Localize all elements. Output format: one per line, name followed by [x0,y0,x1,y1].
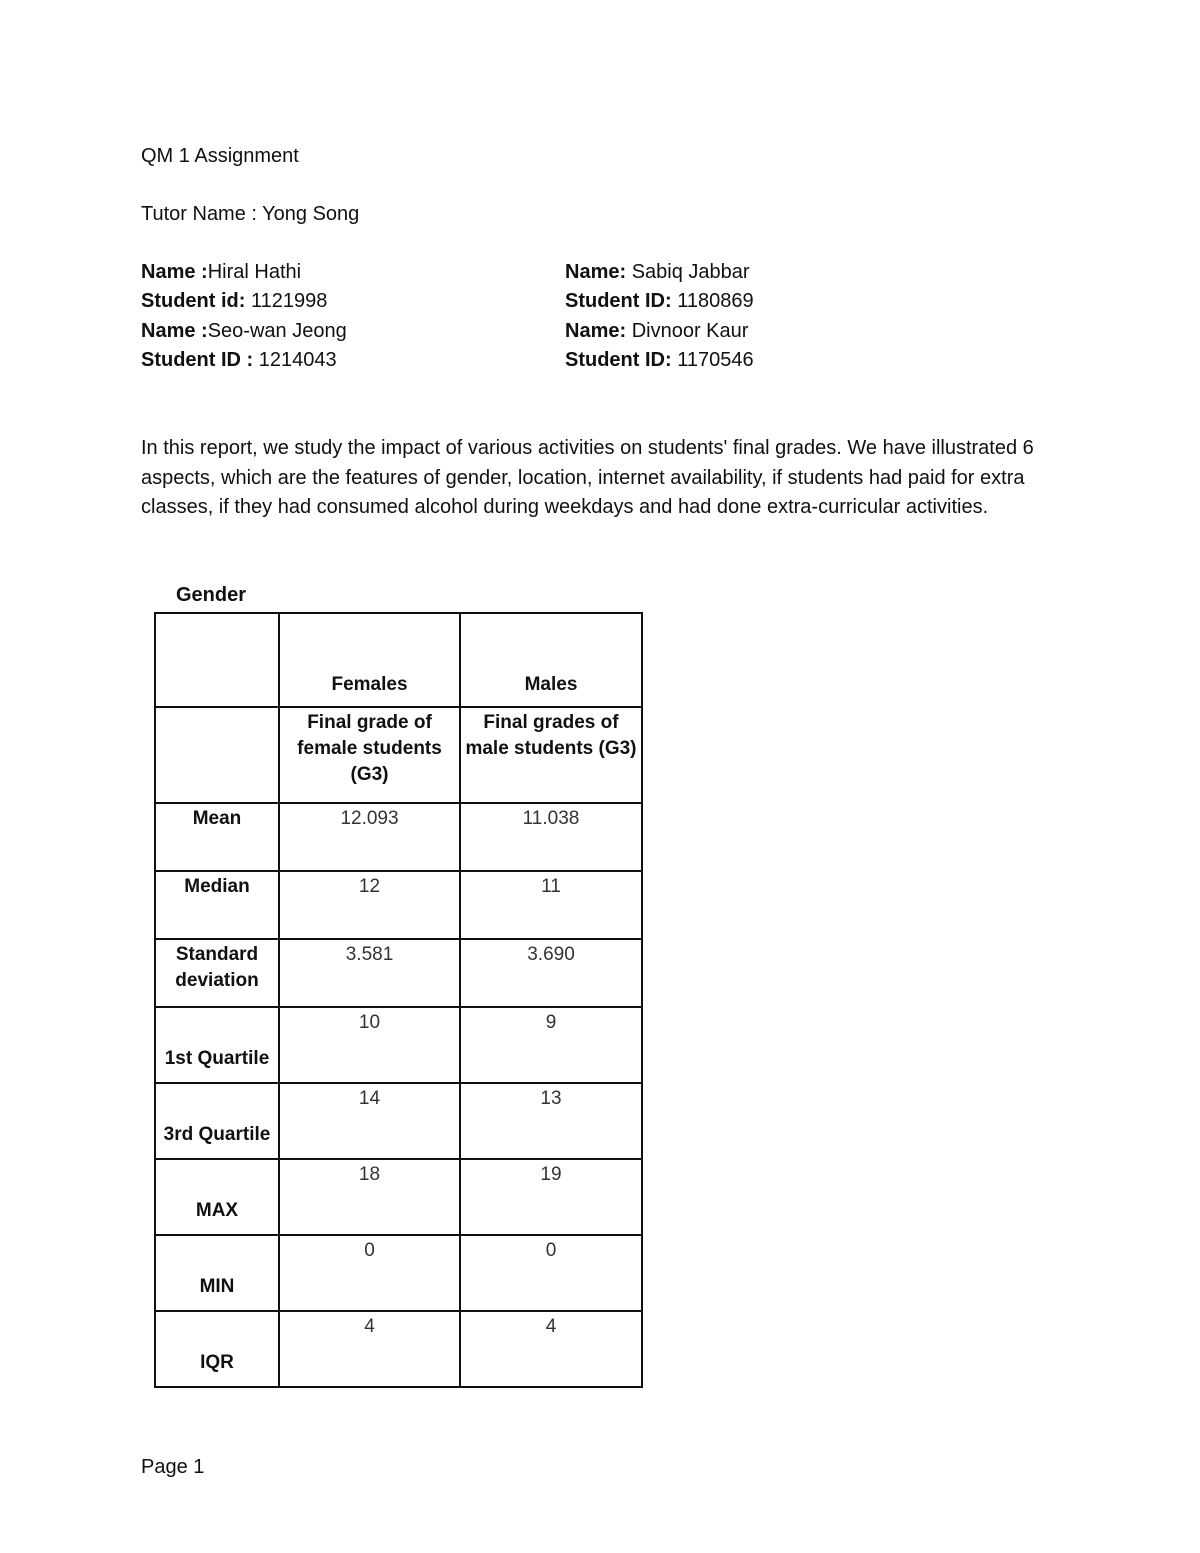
student-3-name-value: Seo-wan Jeong [207,320,347,342]
student-3-name-label: Name : [141,320,208,342]
column-header-females: Females [279,613,460,707]
document-title: QM 1 Assignment [141,145,299,167]
male-value: 0 [460,1235,642,1311]
tutor-name: Tutor Name : Yong Song [141,203,360,225]
table-subheader-row [155,707,642,803]
student-1-name [141,258,301,287]
row-label: Mean [155,803,279,871]
student-2-name-value: Sabiq Jabbar [626,261,750,283]
student-1-name-label: Name : [141,261,208,283]
row-label: 3rd Quartile [155,1083,279,1159]
subheader-males: Final grades of male students (G3) [460,707,642,803]
female-value: 4 [279,1311,460,1387]
student-3-id [141,346,337,375]
student-1-id [141,287,327,316]
student-3-id-value: 1214043 [253,349,337,371]
female-value: 18 [279,1159,460,1235]
male-value: 3.690 [460,939,642,1007]
table-row [155,1235,642,1311]
student-4-name [565,317,748,346]
row-label: IQR [155,1311,279,1387]
male-value: 11 [460,871,642,939]
student-2-id-value: 1180869 [671,290,754,312]
female-value: 14 [279,1083,460,1159]
male-value: 9 [460,1007,642,1083]
female-value: 3.581 [279,939,460,1007]
table-row [155,1311,642,1387]
row-label: MIN [155,1235,279,1311]
table-row [155,1159,642,1235]
male-value: 19 [460,1159,642,1235]
female-value: 0 [279,1235,460,1311]
student-4-id-label: Student ID: [565,349,672,371]
header-empty-cell [155,613,279,707]
row-label: 1st Quartile [155,1007,279,1083]
female-value: 10 [279,1007,460,1083]
table-row [155,1007,642,1083]
student-4-id-value: 1170546 [671,349,754,371]
student-3-id-label: Student ID : [141,349,254,371]
student-4-id [565,346,754,375]
row-label: MAX [155,1159,279,1235]
male-value: 13 [460,1083,642,1159]
page-number: Page 1 [141,1456,205,1478]
column-header-males: Males [460,613,642,707]
student-2-name [565,258,750,287]
female-value: 12.093 [279,803,460,871]
female-value: 12 [279,871,460,939]
table-row [155,939,642,1007]
student-1-id-label: Student id: [141,290,246,312]
student-2-id [565,287,754,316]
student-2-id-label: Student ID: [565,290,672,312]
student-3-name [141,317,347,346]
student-1-id-value: 1121998 [245,290,328,312]
student-4-name-value: Divnoor Kaur [626,320,749,342]
gender-stats-table [154,612,643,1388]
male-value: 4 [460,1311,642,1387]
subheader-females: Final grade of female students (G3) [279,707,460,803]
row-label: Median [155,871,279,939]
table-heading: Gender [176,584,247,606]
row-label: Standard deviation [155,939,279,1007]
student-2-name-label: Name: [565,261,627,283]
student-1-name-value: Hiral Hathi [207,261,302,283]
table-row [155,803,642,871]
table-row [155,871,642,939]
table-header-row [155,613,642,707]
table-row [155,1083,642,1159]
student-4-name-label: Name: [565,320,627,342]
subheader-empty-cell [155,707,279,803]
male-value: 11.038 [460,803,642,871]
intro-paragraph: In this report, we study the impact of various activities on students' final grades. We have illustrated 6 aspects, which are the features of gender, location, internet availability, if students had paid for extra classes, if they had consumed alcohol during weekdays and had done extra-curricular activities. [141,437,1034,518]
